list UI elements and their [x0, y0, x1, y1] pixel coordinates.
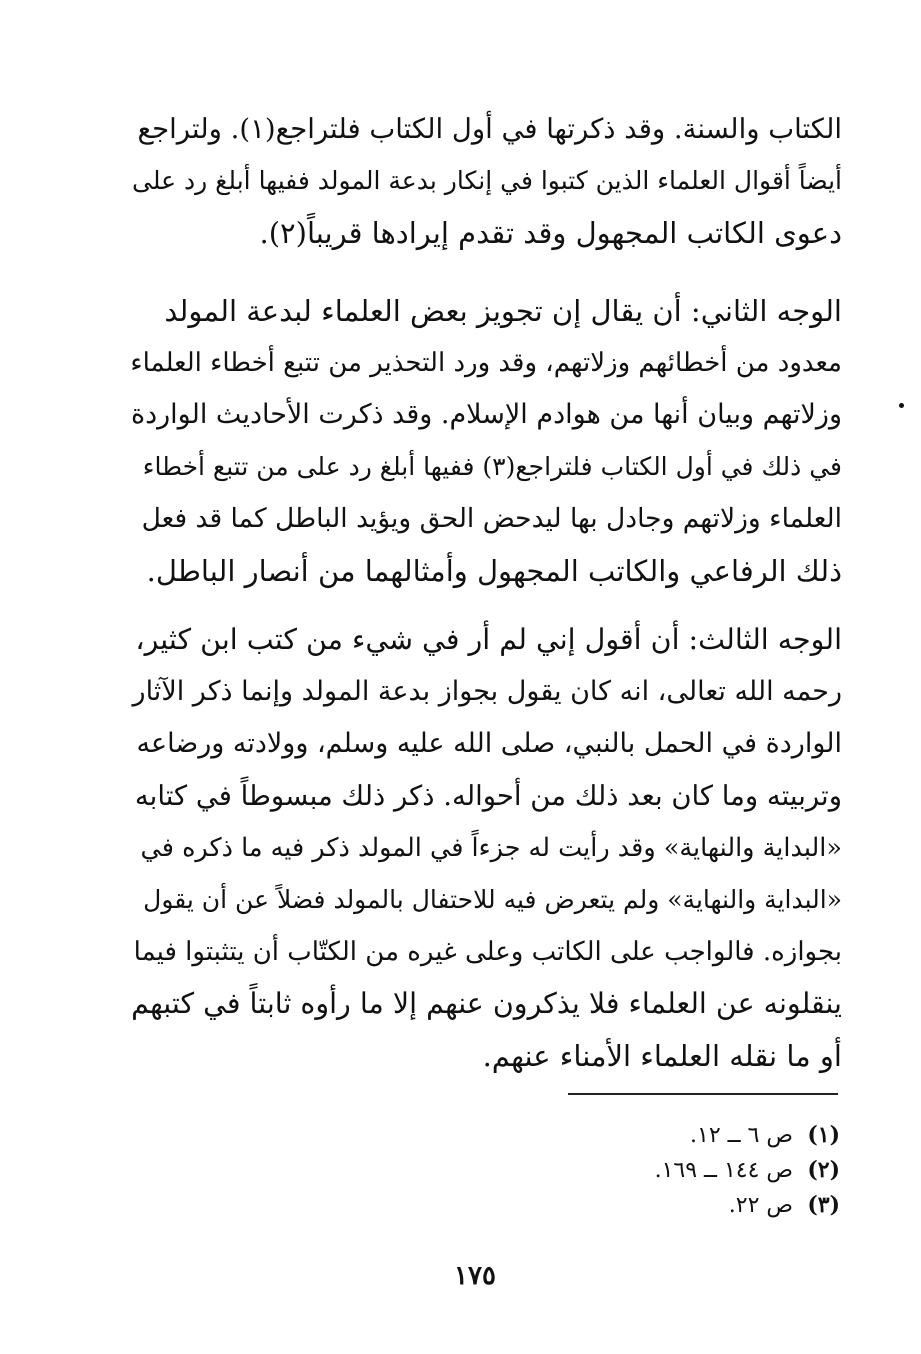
text-line: وتربيته وما كان بعد ذلك من أحواله. ذكر ذلك مبسوطاً في كتابه [134, 780, 842, 812]
footnote-item [500, 1118, 840, 1153]
text-line: دعوى الكاتب المجهول وقد تقدم إيرادها قريباً(٢). [259, 216, 842, 250]
text-line: ينقلونه عن العلماء فلا يذكرون عنهم إلا ما رأوه ثابتاً في كتبهم [131, 987, 842, 1020]
footnote-marker: (١) [807, 1122, 840, 1148]
text-line: «البداية والنهاية» ولم يتعرض فيه للاحتفال بالمولد فضلاً عن أن يقول [143, 885, 842, 914]
text-line: رحمه الله تعالى، انه كان يقول بجواز بدعة المولد وإنما ذكر الآثار [132, 676, 842, 707]
footnote-item [500, 1153, 840, 1188]
text-line: وزلاتهم وبيان أنها من هوادم الإسلام. وقد ذكرت الأحاديث الواردة [130, 399, 842, 430]
paragraph-intro [130, 103, 842, 259]
footnotes [500, 1118, 840, 1223]
text-line: ذلك الرفاعي والكاتب المجهول وأمثالهما من أنصار الباطل. [146, 554, 842, 588]
text-line: أو ما نقله العلماء الأمناء عنهم. [482, 1039, 842, 1073]
text-line: «البداية والنهاية» وقد رأيت له جزءاً في المولد ذكر فيه ما ذكره في [140, 833, 842, 863]
paragraph-third-aspect [130, 614, 842, 1082]
text-line: بجوازه. فالواجب على الكاتب وعلى غيره من الكتّاب أن يتثبتوا فيما [133, 937, 842, 967]
margin-mark [899, 403, 904, 408]
footnote-text: ص ٦ ــ ١٢. [690, 1123, 793, 1148]
footnote-item [500, 1188, 840, 1223]
text-line: العلماء وزلاتهم وجادل بها ليدحض الحق ويؤيد الباطل كما قد فعل [141, 503, 842, 534]
footnote-marker: (٣) [807, 1192, 840, 1218]
text-line: الوجه الثالث: أن أقول إني لم أر في شيء من كتب ابن كثير، [135, 623, 842, 656]
footnote-marker: (٢) [807, 1157, 840, 1183]
text-line: الواردة في الحمل بالنبي، صلى الله عليه وسلم، وولادته ورضاعه [136, 728, 842, 759]
text-line: الوجه الثاني: أن يقال إن تجويز بعض العلماء لبدعة المولد [164, 294, 842, 328]
text-line: الكتاب والسنة. وقد ذكرتها في أول الكتاب فلتراجع(١). ولتراجع [137, 113, 842, 145]
footnote-divider [568, 1093, 838, 1095]
page-number: ١٧٥ [454, 1261, 496, 1291]
footnote-text: ص ٢٢. [728, 1193, 793, 1218]
text-line: معدود من أخطائهم وزلاتهم، وقد ورد التحذير من تتبع أخطاء العلماء [130, 348, 842, 378]
footnote-text: ص ١٤٤ ــ ١٦٩. [654, 1158, 793, 1183]
paragraph-second-aspect [130, 285, 842, 597]
text-line: أيضاً أقوال العلماء الذين كتبوا في إنكار بدعة المولد ففيها أبلغ رد على [132, 166, 842, 195]
text-line: في ذلك في أول الكتاب فلتراجع(٣) ففيها أبلغ رد على من تتبع أخطاء [142, 452, 842, 481]
